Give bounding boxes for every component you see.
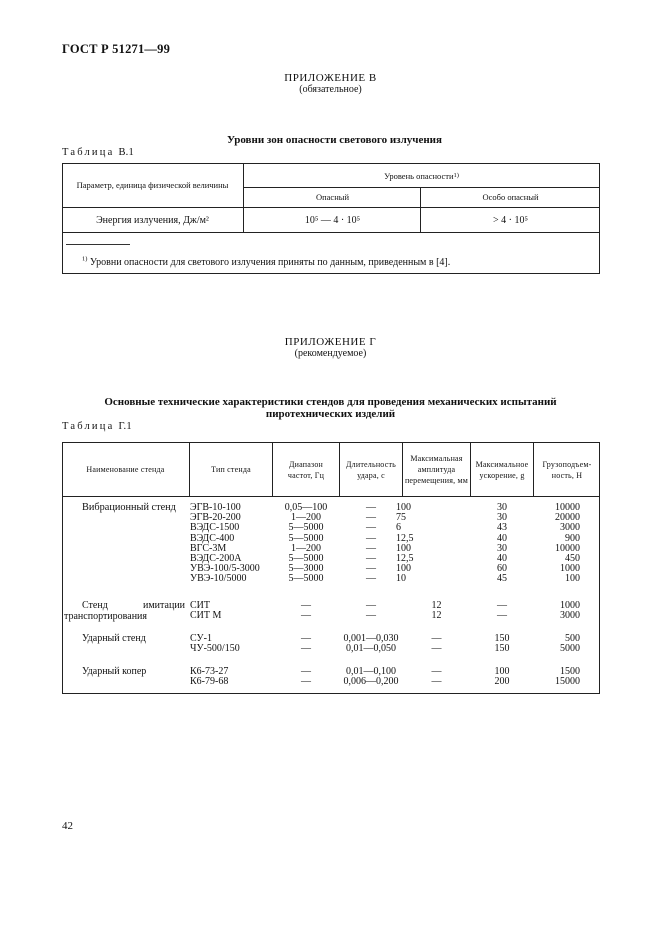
header-load: Грузоподъем-ность, Н	[542, 459, 592, 480]
group-shock-stand-load-cell: 500	[565, 633, 580, 644]
group-transport-types	[190, 601, 221, 621]
group-vibration-duration-cell: —	[366, 512, 376, 524]
group-vibration-types-cell: ВГС-3М	[190, 542, 227, 554]
group-vibration-amplitude-cell: 12,5	[396, 532, 414, 544]
group-shock-stand-accel-cell: 150	[494, 633, 510, 644]
table-b1-level-header: Уровень опасности 1)	[384, 170, 459, 181]
group-shock-stand-amplitude-cell: —	[431, 643, 442, 655]
group-vibration-duration-cell: —	[366, 532, 376, 544]
document-id: ГОСТ Р 51271—99	[62, 42, 171, 56]
group-vibration-load-cell: 900	[565, 532, 580, 544]
group-vibration-types-cell: ВЭДС-1500	[190, 522, 240, 534]
group-transport-amplitude-cell: 12	[431, 610, 442, 622]
group-vibration-load-cell: 20000	[555, 512, 580, 524]
group-drop-hammer-freq	[273, 667, 339, 687]
group-vibration-accel-cell: 40	[497, 532, 507, 544]
group-vibration-duration-cell: —	[366, 502, 376, 513]
group-transport-load-cell: 3000	[560, 610, 580, 622]
group-vibration-types	[190, 503, 260, 585]
group-vibration-duration	[340, 503, 402, 585]
group-shock-stand-freq-cell: —	[301, 643, 311, 655]
group-vibration-freq-cell: 1—200	[291, 512, 321, 524]
appendix-b-title: ПРИЛОЖЕНИЕ В	[284, 72, 377, 84]
group-vibration-name: Вибрационный стенд	[82, 502, 176, 513]
group-vibration-load	[534, 503, 580, 585]
group-drop-hammer-amplitude-cell: —	[431, 666, 442, 677]
group-transport-accel-cell: —	[497, 600, 507, 611]
table-b1-col-very-dangerous: Особо опасный	[482, 192, 539, 202]
group-vibration-freq-cell: 5—5000	[288, 573, 324, 585]
table-b1-footnote	[82, 257, 450, 268]
group-vibration-accel-cell: 43	[497, 522, 507, 534]
group-drop-hammer-types-cell: К6-73-27	[190, 666, 229, 677]
table-b1-number: В.1	[118, 147, 134, 158]
group-drop-hammer-load-cell: 1500	[560, 666, 580, 677]
header-freq: Диапазон частот, Гц	[287, 459, 325, 480]
group-transport-amplitude-cell: 12	[431, 600, 442, 611]
group-vibration-amplitude-cell: 100	[396, 542, 411, 554]
group-transport-accel	[471, 601, 533, 621]
group-shock-stand-amplitude	[403, 634, 470, 654]
table-g1-title-line1: Основные технические характеристики стендов для проведения механических испытаний	[104, 396, 557, 408]
group-transport-types-cell: СИТ М	[190, 610, 222, 622]
group-vibration-accel-cell: 30	[497, 542, 507, 554]
group-shock-stand-amplitude-cell: —	[431, 633, 442, 644]
group-transport-duration-cell: —	[366, 600, 376, 611]
group-shock-stand-load-cell: 5000	[560, 643, 580, 655]
group-drop-hammer-duration-cell: 0,01—0,100	[346, 666, 396, 677]
group-transport-name-a: Стенд	[82, 600, 108, 611]
group-vibration-amplitude-cell: 6	[396, 522, 401, 534]
group-vibration-accel	[471, 503, 533, 585]
table-b1-title: Уровни зон опасности светового излучения	[227, 134, 442, 146]
group-vibration-accel-cell: 40	[497, 553, 507, 565]
group-vibration-types-cell: ВЭДС-400	[190, 532, 235, 544]
group-vibration-duration-cell: —	[366, 563, 376, 575]
group-transport-duration-cell: —	[366, 610, 376, 622]
table-b1-col-dangerous: Опасный	[315, 192, 350, 202]
group-shock-stand-duration-cell: 0,01—0,050	[346, 643, 396, 655]
group-vibration-amplitude-cell: 100	[396, 563, 411, 575]
header-amplitude: Максимальная амплитуда перемещения, мм	[404, 454, 469, 485]
table-g1-label-word: Таблица	[62, 421, 115, 432]
group-shock-stand-types-cell: СУ-1	[190, 633, 212, 644]
group-drop-hammer-amplitude	[403, 667, 470, 687]
header-accel: Максимальное ускорение, g	[475, 459, 529, 480]
group-vibration-load-cell: 100	[565, 573, 580, 585]
group-shock-stand-types-cell: ЧУ-500/150	[190, 643, 240, 655]
group-transport-types-cell: СИТ	[190, 600, 210, 611]
group-shock-stand-freq-cell: —	[301, 633, 311, 644]
group-vibration-types-cell: ВЭДС-200А	[190, 553, 242, 565]
group-vibration-freq-cell: 5—5000	[288, 522, 324, 534]
group-vibration-amplitude-cell: 100	[396, 502, 411, 513]
table-b1-row-very-dangerous: > 4 · 10⁵	[493, 214, 528, 226]
group-shock-stand-accel	[471, 634, 533, 654]
group-drop-hammer-types	[190, 667, 228, 687]
table-b1-param-header: Параметр, единица физической величины	[76, 179, 229, 190]
group-shock-stand-name: Ударный стенд	[82, 633, 146, 644]
group-vibration-types-cell: ЭГВ-20-200	[190, 512, 241, 524]
group-shock-stand-duration-cell: 0,001—0,030	[343, 633, 399, 644]
header-name: Наименование стенда	[86, 465, 165, 474]
group-drop-hammer-load	[534, 667, 580, 687]
group-shock-stand-types	[190, 634, 240, 654]
appendix-g-subtitle: (рекомендуемое)	[294, 348, 367, 359]
group-drop-hammer-load-cell: 15000	[555, 676, 580, 688]
group-drop-hammer-freq-cell: —	[301, 676, 311, 688]
group-shock-stand-load	[534, 634, 580, 654]
footnote-text: Уровни опасности для светового излучения приняты по данным, приведенным в [4].	[89, 257, 451, 268]
group-vibration-amplitude-cell: 10	[396, 573, 406, 585]
table-b1-row-label: Энергия излучения, Дж/м²	[96, 214, 209, 226]
group-vibration-accel-cell: 30	[497, 502, 507, 513]
group-vibration-freq-cell: 1—200	[291, 542, 321, 554]
group-transport-amplitude	[403, 601, 470, 621]
group-drop-hammer-accel-cell: 200	[494, 676, 510, 688]
table-b1-label-word: Таблица	[62, 147, 115, 158]
group-transport-freq	[273, 601, 339, 621]
group-transport-load-cell: 1000	[560, 600, 580, 611]
appendix-b-subtitle: (обязательное)	[299, 84, 362, 95]
group-vibration-load-cell: 1000	[560, 563, 580, 575]
group-vibration-accel-cell: 30	[497, 512, 507, 524]
table-b1-row-dangerous: 10⁵ — 4 · 10⁵	[304, 214, 361, 226]
group-vibration-types-cell: УВЭ-100/5-3000	[190, 563, 260, 575]
header-duration: Длительность удара, с	[346, 459, 396, 480]
group-vibration-freq-cell: 5—3000	[288, 563, 324, 575]
group-vibration-load-cell: 10000	[555, 502, 580, 513]
group-shock-stand-duration	[338, 634, 404, 654]
group-vibration-freq	[273, 503, 339, 585]
group-drop-hammer-accel	[471, 667, 533, 687]
group-drop-hammer-name: Ударный копер	[82, 666, 147, 677]
group-drop-hammer-duration-cell: 0,006—0,200	[343, 676, 399, 688]
group-vibration-freq-cell: 5—5000	[288, 553, 324, 565]
group-transport-name-b: имитации	[143, 600, 186, 611]
group-vibration-load-cell: 3000	[560, 522, 580, 534]
group-transport-freq-cell: —	[301, 610, 311, 622]
group-drop-hammer-freq-cell: —	[301, 666, 311, 677]
group-transport-load	[534, 601, 580, 621]
group-vibration-duration-cell: —	[366, 553, 376, 565]
group-transport-freq-cell: —	[301, 600, 311, 611]
group-vibration-freq-cell: 5—5000	[288, 532, 324, 544]
group-drop-hammer-amplitude-cell: —	[431, 676, 442, 688]
appendix-g-title: ПРИЛОЖЕНИЕ Г	[284, 336, 377, 348]
group-transport-duration	[340, 601, 402, 621]
table-g1-title-line2: пиротехнических изделий	[265, 408, 396, 420]
header-type: Тип стенда	[211, 465, 251, 474]
group-vibration-duration-cell: —	[366, 522, 376, 534]
group-vibration-amplitude-cell: 12,5	[396, 553, 414, 565]
table-g1-label	[62, 421, 132, 432]
group-drop-hammer-accel-cell: 100	[494, 666, 510, 677]
group-vibration-load-cell: 10000	[555, 542, 580, 554]
footnote-mark: 1)	[82, 255, 88, 263]
group-vibration-amplitude-cell: 75	[396, 512, 406, 524]
group-vibration-duration-cell: —	[366, 573, 376, 585]
group-drop-hammer-types-cell: К6-79-68	[190, 676, 229, 688]
page-number: 42	[62, 820, 73, 832]
group-shock-stand-accel-cell: 150	[494, 643, 510, 655]
group-vibration-accel-cell: 60	[497, 563, 507, 575]
group-vibration-amplitude	[396, 503, 456, 585]
table-g1-number: Г.1	[118, 421, 132, 432]
group-vibration-accel-cell: 45	[497, 573, 507, 585]
table-b1-label	[62, 147, 134, 158]
group-transport-accel-cell: —	[497, 610, 507, 622]
group-vibration-freq-cell: 0,05—100	[284, 502, 328, 513]
group-drop-hammer-duration	[338, 667, 404, 687]
footnote-rule	[66, 244, 130, 245]
group-vibration-load-cell: 450	[565, 553, 580, 565]
group-vibration-types-cell: УВЭ-10/5000	[190, 573, 247, 585]
group-transport-name-c: транспортирования	[64, 611, 147, 622]
group-shock-stand-freq	[273, 634, 339, 654]
group-vibration-types-cell: ЭГВ-10-100	[190, 502, 241, 513]
group-vibration-duration-cell: —	[366, 542, 376, 554]
